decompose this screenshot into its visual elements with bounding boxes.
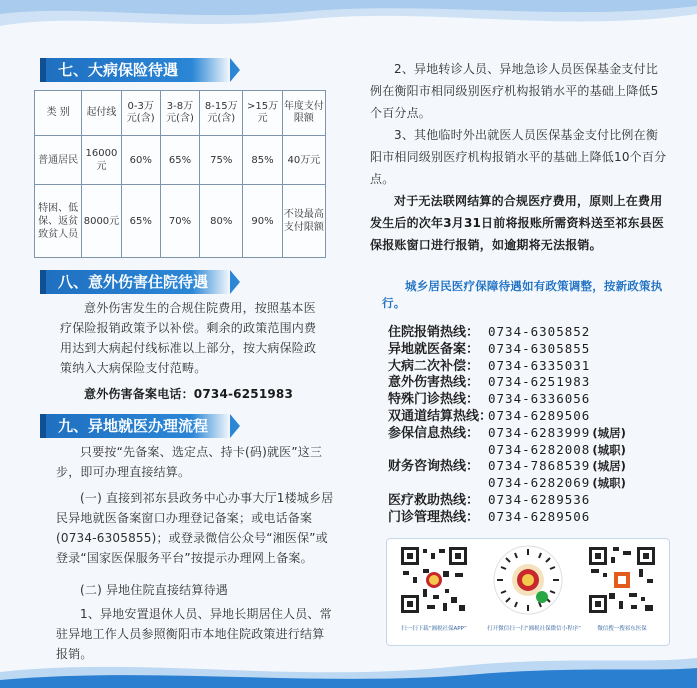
right-item3: 3、其他临时外出就医人员医保基金支付比例在衡阳市相同级别医疗机构报销水平的基础上降低10个百分点。 [370,128,667,186]
qr-item-app[interactable] [391,545,477,632]
section8-title: 八、意外伤害住院待遇 [40,270,230,294]
hotline-number: 0734-6336056 [488,391,591,407]
table-cell: 60% [121,136,160,185]
hotline-row [388,358,626,375]
accident-hotline: 意外伤害备案电话：0734-6251983 [84,387,294,401]
table-cell: 90% [243,185,282,258]
table-header: 8-15万元(含) [200,91,243,136]
mini-program-code-icon [493,545,563,615]
table-cell: 65% [121,185,160,258]
hotline-number: 0734-6282069 [488,475,591,491]
qr-caption: 扫一扫下载“湘税社保APP” [401,626,467,632]
hotline-row [388,492,626,509]
hotline-row [388,509,626,526]
qr-caption: 微信搜一搜祁东医保 [597,626,647,632]
hotline-note: (城居) [592,425,626,440]
table-cell: 75% [200,136,243,185]
table-cell: 16000元 [82,136,121,185]
table-cell: 80% [200,185,243,258]
table-header: >15万元 [243,91,282,136]
hotline-row [388,408,626,425]
section9-intro: 只要按“先备案、选定点、持卡(码)就医”这三步，即可办理直接结算。 [56,445,323,479]
table-cell: 70% [160,185,199,258]
hotline-note: (城居) [592,459,626,474]
hotline-label: 住院报销热线： [388,325,480,340]
hotline-number: 0734-6289506 [488,508,591,524]
policy-note: 城乡居民医疗保障待遇如有政策调整，按新政策执行。 [382,279,663,310]
table-header: 年度支付限额 [282,91,325,136]
hotline-row [388,475,626,492]
qr-code-icon [399,545,469,615]
hotline-note: (城职) [592,476,626,491]
hotline-row [388,425,626,442]
hotline-label: 门诊管理热线： [388,509,480,525]
qr-caption: 打开微信扫一扫“湘税社保微信小程序” [487,626,581,632]
top-wave-decoration [0,0,697,40]
hotline-number: 0734-6251983 [488,374,591,390]
table-cell: 85% [243,136,282,185]
hotline-number: 0734-6289506 [488,407,591,423]
hotline-label: 双通道结算热线： [388,408,493,424]
hotline-label: 医疗救助热线： [388,492,480,508]
hotline-label: 特殊门诊热线： [388,392,480,408]
section9-sub1: (一) 直接到祁东县政务中心办事大厅1楼城乡居民异地就医备案窗口办理登记备案；或电话备案(0734-6305855)；或登录微信公众号“湘医保”或登录“国家医保服务平台”按提示办理网上备案。 [56,491,334,565]
hotline-label: 意外伤害热线： [388,375,480,391]
table-cell: 8000元 [82,185,121,258]
hotline-row [388,374,626,391]
table-cell: 65% [160,136,199,185]
hotline-number: 0734-6283999 [488,424,591,440]
qr-code-icon [587,545,657,615]
hotline-row [388,458,626,475]
hotline-number: 0734-7868539 [488,458,591,474]
hotline-row [388,341,626,358]
section8-paragraph: 意外伤害发生的合规住院费用，按照基本医疗保险报销政策予以补偿。剩余的政策范围内费用达到大病起付线标准以上部分，按大病保险政策纳入大病保险支付范畴。 [60,301,317,375]
table-cell: 40万元 [282,136,325,185]
section9-item1: 1、异地安置退休人员、异地长期居住人员、常驻异地工作人员参照衡阳市本地住院政策进行结算报销。 [56,607,332,661]
qr-item-search[interactable] [579,545,665,632]
right-item2: 2、异地转诊人员、异地急诊人员医保基金支付比例在衡阳市相同级别医疗机构报销水平的基础上降低5个百分点。 [370,62,659,120]
table-cell: 不设最高支付限额 [282,185,325,258]
hotline-note: (城职) [592,442,626,457]
section7-title: 七、大病保险待遇 [40,58,230,82]
table-header: 类 别 [35,91,82,136]
hotline-label: 财务咨询热线： [388,459,480,475]
hotline-number: 0734-6305852 [488,324,591,339]
hotline-list [388,324,626,526]
hotline-row [388,391,626,408]
table-cell: 普通居民 [35,136,82,185]
hotline-number: 0734-6305855 [488,340,591,356]
qr-item-miniprogram[interactable] [485,545,581,632]
section9-sub2: (二) 异地住院直接结算待遇 [80,583,228,597]
offline-settlement-note: 对于无法联网结算的合规医疗费用，原则上在费用发生后的次年3月31日前将报账所需资料送至祁东县医保报账窗口进行报销，如逾期将无法报销。 [370,194,665,252]
hotline-label: 异地就医备案： [388,341,480,357]
hotline-number: 0734-6335031 [488,357,591,373]
section9-title: 九、异地就医办理流程 [40,414,230,438]
table-header: 起付线 [82,91,121,136]
hotline-label: 大病二次补偿： [388,358,480,374]
table-cell: 特困、低保、返贫致贫人员 [35,185,82,258]
insurance-table [34,90,326,258]
hotline-number: 0734-6282008 [488,441,591,457]
hotline-row [388,324,626,341]
hotline-label: 参保信息热线： [388,425,480,441]
hotline-number: 0734-6289536 [488,491,591,507]
table-header: 0-3万元(含) [121,91,160,136]
qr-code-panel [386,538,670,646]
hotline-row [388,442,626,459]
table-header: 3-8万元(含) [160,91,199,136]
